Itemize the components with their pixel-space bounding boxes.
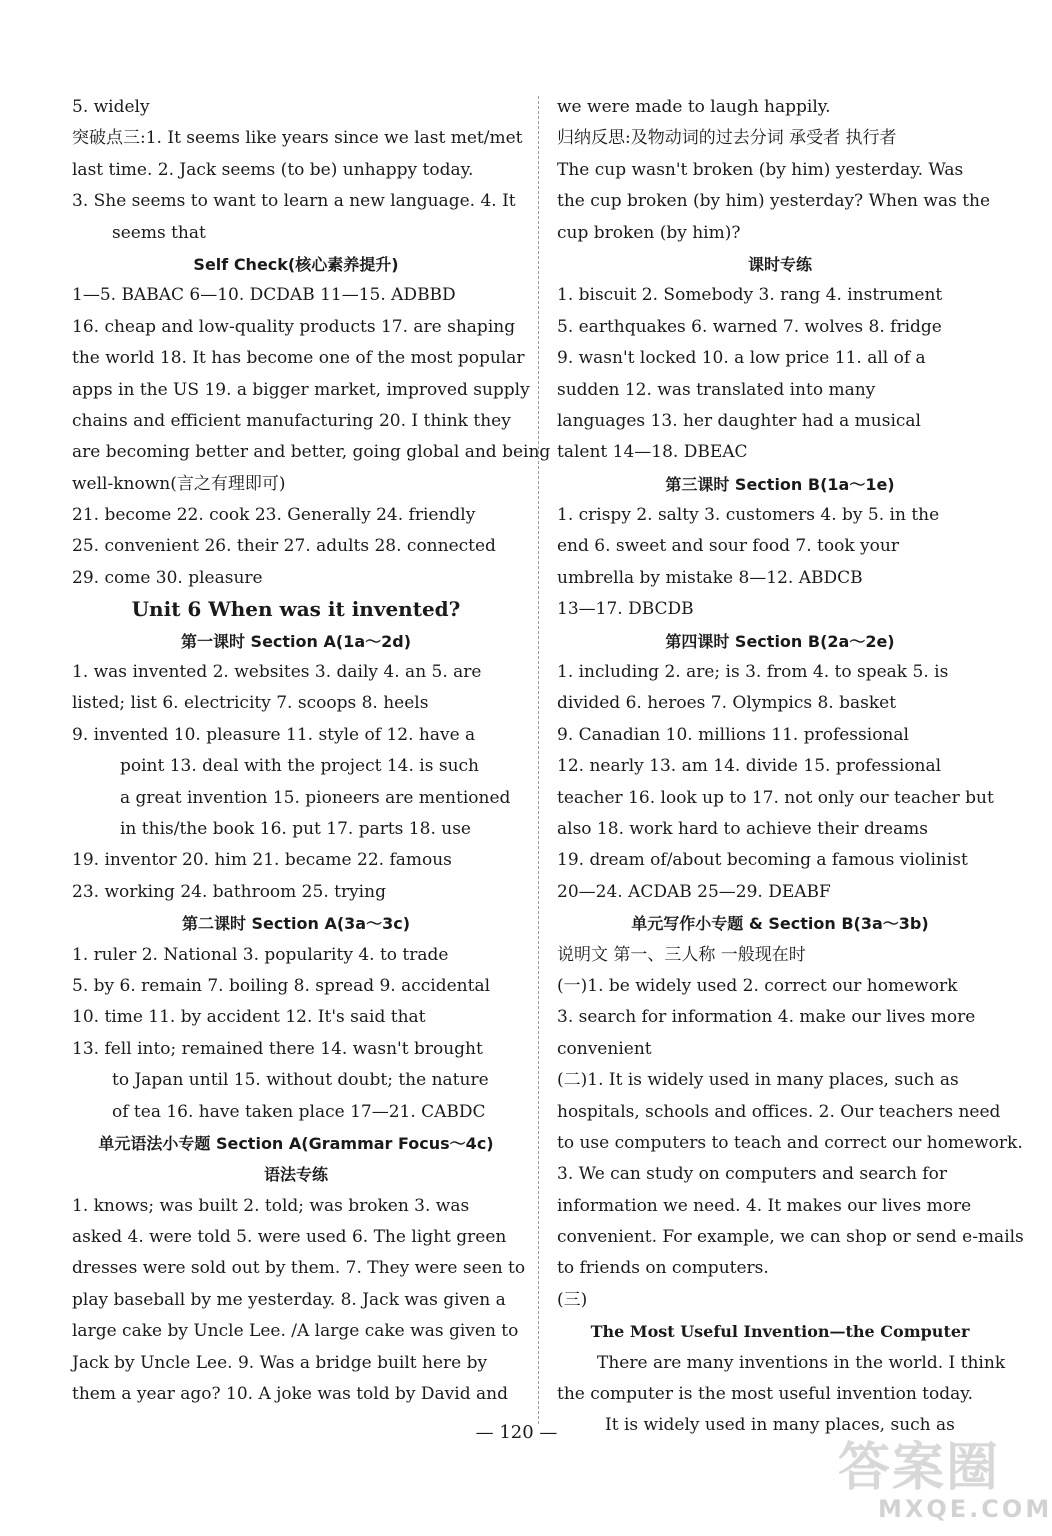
answer-line: 16. cheap and low-quality products 17. are shaping [72, 316, 516, 337]
answer-line: 29. come 30. pleasure [72, 567, 263, 588]
answer-line: 23. working 24. bathroom 25. trying [72, 881, 386, 902]
answer-line: (一)1. be widely used 2. correct our homework [557, 975, 958, 996]
answer-line: seems that [112, 222, 206, 243]
answer-line: sudden 12. was translated into many [557, 379, 876, 400]
answer-line: convenient. For example, we can shop or send e-mails [557, 1227, 1024, 1248]
answer-line: of tea 16. have taken place 17—21. CABDC [112, 1101, 486, 1122]
answer-line: 突破点三:1. It seems like years since we last met/met [72, 128, 523, 149]
answer-line: It is widely used in many places, such as [605, 1415, 955, 1436]
answer-line: 13—17. DBCDB [557, 599, 694, 620]
section-heading: 单元写作小专题 & Section B(3a～3b) [631, 914, 929, 934]
answer-line: asked 4. were told 5. were used 6. The light green [72, 1227, 507, 1248]
answer-line: 20—24. ACDAB 25—29. DEABF [557, 881, 831, 902]
section-heading: Self Check(核心素养提升) [193, 254, 399, 274]
answer-line: end 6. sweet and sour food 7. took your [557, 536, 899, 557]
answer-line: 3. search for information 4. make our lives more [557, 1007, 976, 1028]
answer-line: 10. time 11. by accident 12. It's said that [72, 1007, 426, 1028]
watermark-text: 答案圈 [838, 1438, 1001, 1498]
section-heading: 第二课时 Section A(3a～3c) [181, 914, 411, 934]
answer-line: 5. widely [72, 97, 150, 117]
answer-line: 1. knows; was built 2. told; was broken 3. was [72, 1195, 470, 1216]
left-column [72, 92, 551, 1410]
watermark-url: MXQE.COM [878, 1495, 1052, 1523]
answer-line: 1. ruler 2. National 3. popularity 4. to trade [72, 944, 449, 965]
watermark-logo [838, 1438, 1052, 1532]
answer-line: the world 18. It has become one of the most popular [72, 348, 525, 369]
answer-line: point 13. deal with the project 14. is such [120, 756, 479, 777]
answer-line: to friends on computers. [557, 1258, 769, 1279]
answer-line: 1. biscuit 2. Somebody 3. rang 4. instrument [557, 285, 943, 306]
answer-line: them a year ago? 10. A joke was told by David and [72, 1384, 508, 1405]
section-heading: The Most Useful Invention—the Computer [590, 1322, 970, 1342]
section-heading: 第三课时 Section B(1a～1e) [665, 474, 895, 494]
answer-line: 19. dream of/about becoming a famous violinist [557, 850, 968, 871]
answer-line: (二)1. It is widely used in many places, such as [557, 1070, 959, 1091]
answer-line: well-known(言之有理即可) [72, 473, 286, 494]
answer-line: are becoming better and better, going global and being [72, 442, 551, 463]
answer-line: (三) [557, 1289, 588, 1310]
answer-line: teacher 16. look up to 17. not only our teacher but [557, 787, 994, 808]
answer-line: convenient [557, 1038, 652, 1059]
answer-line: umbrella by mistake 8—12. ABDCB [557, 567, 863, 588]
answer-line: divided 6. heroes 7. Olympics 8. basket [557, 693, 897, 714]
answer-line: the computer is the most useful invention today. [557, 1384, 974, 1405]
answer-line: 9. wasn't locked 10. a low price 11. all of a [557, 348, 926, 369]
answer-line: 3. She seems to want to learn a new language. 4. It [72, 191, 516, 212]
answer-line: 25. convenient 26. their 27. adults 28. connected [72, 536, 496, 557]
answer-line: Jack by Uncle Lee. 9. Was a bridge built here by [72, 1352, 488, 1373]
answer-line: the cup broken (by him) yesterday? When was the [557, 191, 991, 212]
answer-line: 5. by 6. remain 7. boiling 8. spread 9. accidental [72, 975, 491, 996]
right-column [557, 92, 1024, 1442]
answer-line: also 18. work hard to achieve their dreams [557, 818, 928, 839]
answer-line: cup broken (by him)? [557, 222, 741, 243]
answer-line: 1. crispy 2. salty 3. customers 4. by 5. in the [557, 505, 940, 526]
answer-line: 13. fell into; remained there 14. wasn't brought [72, 1038, 483, 1059]
answer-line: 说明文 第一、三人称 一般现在时 [557, 944, 806, 965]
answer-line: we were made to laugh happily. [557, 97, 831, 117]
answer-line: 归纳反思:及物动词的过去分词 承受者 执行者 [557, 128, 897, 149]
answer-line: information we need. 4. It makes our lives more [557, 1195, 972, 1216]
answer-line: The cup wasn't broken (by him) yesterday. Was [557, 159, 964, 180]
answer-line: 3. We can study on computers and search for [557, 1164, 947, 1185]
answer-line: talent 14—18. DBEAC [557, 442, 748, 463]
answer-line: listed; list 6. electricity 7. scoops 8. heels [72, 693, 429, 714]
answer-line: 12. nearly 13. am 14. divide 15. professional [557, 756, 942, 777]
section-heading: 语法专练 [263, 1165, 328, 1185]
answer-line: dresses were sold out by them. 7. They were seen to [72, 1258, 526, 1279]
answer-line: 1—5. BABAC 6—10. DCDAB 11—15. ADBBD [72, 285, 456, 306]
answer-line: 21. become 22. cook 23. Generally 24. friendly [72, 505, 476, 526]
answer-line: 9. Canadian 10. millions 11. professional [557, 724, 909, 745]
section-heading: 课时专练 [747, 254, 812, 274]
page-number: — 120 — [475, 1422, 558, 1443]
answer-line: to use computers to teach and correct our homework. [557, 1132, 1023, 1153]
answer-line: 1. was invented 2. websites 3. daily 4. an 5. are [72, 662, 482, 683]
section-heading: 单元语法小专题 Section A(Grammar Focus～4c) [98, 1133, 494, 1153]
column-divider [538, 96, 539, 1424]
answer-line: hospitals, schools and offices. 2. Our teachers need [557, 1101, 1001, 1122]
answer-line: chains and efficient manufacturing 20. I think they [72, 410, 511, 431]
answer-line: apps in the US 19. a bigger market, improved supply [72, 379, 530, 400]
section-heading: Unit 6 When was it invented? [131, 597, 461, 622]
answer-line: There are many inventions in the world. I think [597, 1352, 1006, 1373]
answer-line: play baseball by me yesterday. 8. Jack was given a [72, 1289, 506, 1310]
answer-line: to Japan until 15. without doubt; the nature [112, 1070, 489, 1091]
answer-line: 9. invented 10. pleasure 11. style of 12. have a [72, 724, 476, 745]
answer-line: languages 13. her daughter had a musical [557, 410, 921, 431]
answer-line: 19. inventor 20. him 21. became 22. famous [72, 850, 452, 871]
section-heading: 第四课时 Section B(2a～2e) [665, 631, 895, 651]
answer-line: large cake by Uncle Lee. /A large cake was given to [72, 1321, 519, 1342]
section-heading: 第一课时 Section A(1a～2d) [180, 631, 412, 651]
answer-line: last time. 2. Jack seems (to be) unhappy today. [72, 159, 474, 180]
answer-line: a great invention 15. pioneers are mentioned [120, 787, 511, 808]
answer-line: 1. including 2. are; is 3. from 4. to speak 5. is [557, 662, 949, 683]
answer-line: in this/the book 16. put 17. parts 18. use [120, 818, 471, 839]
answer-line: 5. earthquakes 6. warned 7. wolves 8. fridge [557, 316, 942, 337]
